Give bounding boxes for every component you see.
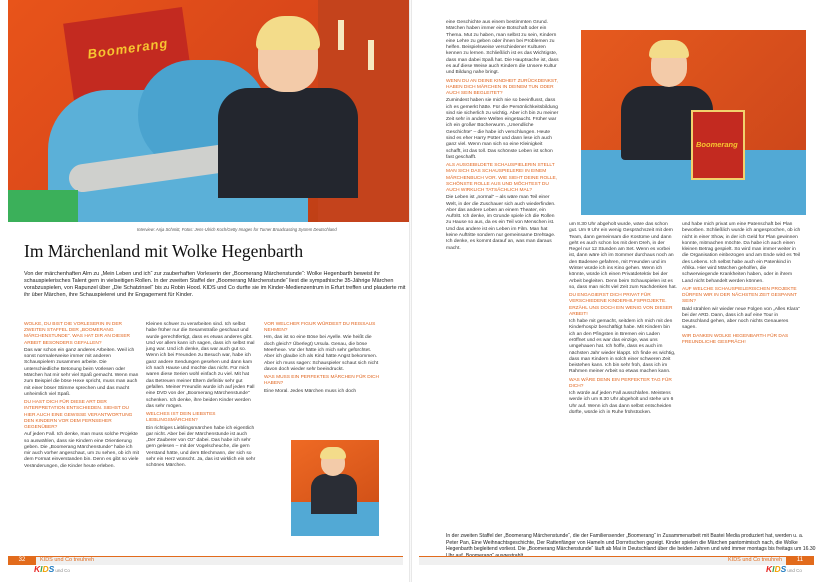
boomerang-book bbox=[691, 110, 745, 180]
question: AUF WELCHE SCHAUSPIELERISCHEN PROJEKTE DÜRFEN WIR IN DER NÄCHSTEN ZEIT GESPANNT SEIN? bbox=[682, 286, 797, 305]
answer: Bald strahlen wir wieder neue Folgen von „Alles Klara“ bei der ARD. Dann, dass ich auf eine Tour in Deutschland gehen, aber noch nichts Genaueres sagen. bbox=[682, 306, 800, 331]
answer: eine Geschichte aus einem bestimmten Grund. Märchen haben immer eine Botschaft oder ein Thema. Mut zu haben, man selbst zu sein, Kindern eine Lehre zu geben oder ihnen bei Problemen zu helfen. Beispielsweise verschiedener Kulturen kennen zu lernen. Schließlich ist es das Wichtigste, dass man dabei Spaß hat. Die Hauptsache ist, dass es auf diese Weise auch Kindern die Unsere Kultur und Bildung nahe bringt. bbox=[446, 20, 559, 76]
question: WAS WÄRE DENN EIN PERFEKTER TAG FÜR DICH? bbox=[569, 377, 672, 389]
right-page bbox=[411, 0, 822, 582]
right-photo bbox=[581, 30, 806, 215]
right-column-2 bbox=[569, 222, 677, 418]
answer: um 8.30 Uhr abgeholt wurde, wäre das schon gut. Um 9 Uhr ein wenig Gesprächszeit mit dem Team, dann gemeinsam die Kostüme und dann geht es auch schon los mit dem Dreh, in der Regel nur 12 Stunden am Set. Wenn es vorbei ist, dann wäre ich im Sommer durchaus noch an den Badesee gefahren, mit Freunden und im Winter würde ich ins Kino gehen. Wenn ich könnte, würde ich einen Privatdetektiv bei der Arbeit begleiten. Denn beim Schauspielen ist es so, dass man nicht viel Zeit zum Nachdenken hat. bbox=[569, 222, 677, 290]
answer: Ich habe mit gemacht, seitdem ich mich mit den Kinderhospiz beschäftigt habe. Mit Kindern bin ich an den Pfingsten in Bremen ein Laden eröffnet und es war das einzige, was uns umgehauen hat. Ich hoffe, dass es auch im nächsten Jahr wieder klappt. Ich finde es wichtig, dass man Kindern in solch einer schweren Zeit beistehen kann. Ich bin sehr froh, dass ich im Rahmen meiner Arbeit so etwas machen kann. bbox=[569, 319, 676, 375]
right-column-3 bbox=[682, 222, 802, 347]
article-title: Im Märchenland mit Wolke Hegenbarth bbox=[24, 241, 304, 261]
question: VOR WELCHER FIGUR WÜRDEST DU REISSAUS NEHMEN? bbox=[264, 322, 376, 334]
left-column-1 bbox=[24, 322, 139, 472]
answer: Zumindest haben sie mich nie so beeinflusst, dass ich es gemerkt hätte. Für die Persönlichkeitsbildung sind sie sicherlich zu wichtig. Aber ich bin zu meiner Zeit sehr in andere Welten eingetaucht. Früher war ich ein großer Bücherwurm. „Unendliche Geschichte“ – die habe ich verschlungen. Heute sind es eher Harry Potter und dann lese ich auch ganz viel. Wenn man sich so eine Kleinigkeit schafft, ist das toll. Das schönste Leben ist schon fast geschafft. bbox=[446, 98, 559, 160]
answer: Auf jeden Fall. Ich denke, man muss solche Projekte so auswählen, dass sie Kindern eine Orientierung geben. Die „Boomerang Märchenstunde“ habe ich mir auch vorher angeschaut, um zu sehen, ob ich mit dem Format einverstanden bin. Denn es gibt so viele Veränderungen, die Kinder heute erleben. bbox=[24, 432, 139, 469]
answer: Kleinen schwer zu verarbeiten sind. Ich selbst habe früher nur die Sesamstraße geschaut und wurde gerechtfertigt, dass es etwas anderes gibt. Und vor allem kann ich sagen, dass ich selbst mal jung war. Und ich denke, das war auch gut so. Wenn ich bei Freunden zu Besuch war, habe ich ganz andere Sendungen gesehen und dann kam ich nach Hause und mochte das nicht. Für mich waren diese Serien wohl einfach zu viel. Mit hat das Betreuen meiner Eltern definitiv sehr gut gefallen. Meiner Freundin wurde ich auf jeden Fall eine DVD von der „Boomerang Märchenstunde“ schenken. Ich denke, ihre beiden Kinder werden das sehr mögen. bbox=[146, 322, 255, 409]
person-hair bbox=[649, 40, 689, 58]
answer: Das war schon ein ganz anderes Arbeiten. Weil ich sonst normalerweise immer mit anderen Schauspielern zusammen arbeite. Die unterschiedliche Betonung beim Vorlesen oder Märchen hat mir sehr viel Spaß gemacht. Wenn man zum Beispiel die böse Hexe spricht, muss man auch mit einer böser Stimme sprechen und das macht unheimlich viel Spaß. bbox=[24, 347, 139, 397]
question: WENN DU AN DEINE KINDHEIT ZURÜCKDENKST, HABEN DICH MÄRCHEN IN DEINEM TUN ODER AUCH SEIN BEGLEITET? bbox=[446, 78, 558, 97]
answer: und habe mich privat um eine Patenschaft bei Plan beworben. Schließlich wurde ich angesprochen, ob ich nicht in einer Show, in der ich Geld für Plan gewinnen konnte, mitmachen möchte. Da habe ich auch einen kleinen Betrag gespielt. So wird man immer weiter in die Organisation einbezogen und am Ende wird es Teil des Lebens. Ich selbst habe auch ein Patenkind in Afrika. Hier wird Märchen geholfen, die schwerwiegende Krankheiten haben, oder in ihrem Land nicht behandelt werden können. bbox=[682, 222, 801, 284]
footer-label-right: KIDS und Co treuhreh bbox=[728, 557, 783, 563]
question: DU HAST DICH FÜR DIESE ART DER INTERPRETATION ENTSCHIEDEN. SIEHST DU HIER AUCH EINE GEWISSE VERANTWORTUNG DEN KINDERN VOR DEM FERNSEHER GEGENÜBER? bbox=[24, 400, 133, 430]
kids-logo-right: KIDSund Co bbox=[766, 564, 802, 574]
left-column-3 bbox=[264, 322, 379, 397]
question: WOLKE, DU BIST DIE VORLESERIN IN DER ZWEITEN STAFFEL DER „BOOMERANG MÄRCHENSTUNDE“. WAS HAT DIR AN DIESER ARBEIT BESONDERS GEFALLEN? bbox=[24, 322, 130, 346]
left-column-2 bbox=[146, 322, 256, 472]
inset-hair bbox=[320, 447, 346, 459]
closing-box: In der zweiten Staffel der „Boomerang Märchenstunde“, die der Familiensender „Boomerang“ in Zusammenarbeit mit Bastei Media produziert hat, werden u. a. Peter Pan, Eine Weihnachtsgeschichte, Der Rattenfänger von Hameln und Dornröschen gezeigt. Kinder spielen die Märchen pantomimisch nach, die Wolke Hegenbarth begleitend vorliest. Die „Boomerang Märchenstunde“ läuft ab Mai in Deutschland über die beiden Jahren und wird immer montags bis freitags um 16.30 bbox=[446, 533, 816, 553]
footer-label-left: KIDS und Co treuhreh bbox=[40, 557, 95, 563]
answer: Ich würde auf jeden Fall ausschlafen. Meistens werde ich um 8.30 Uhr abgeholt und stehe um 6 Uhr auf. Wenn ich das dann selbst entscheiden dürfte, würde ich in Ruhe frühstücken. bbox=[569, 391, 674, 416]
article-intro: Von der märchenhaften Alm zu „Mein Leben und ich“ zur zauberhaften Vorleserin der „Boomerang Märchenstunde“: Wolke Hegenbarth beweist ihr schauspielerisches Talent gern in vielseitigen Rollen. In der zweiten Staffel der „Boomerang Märchenstunde“ liest die sympathische 35-Jährige Märchen vorabzuspielen, von Rapunzel über „Die Schatzinsel“ bis zu Robin Hood. KIDS und Co durfte sie im Kinder-Medienzentrum in Erfurt treffen und plauderte mit ihr über Märchen, ihre Schauspielerei und ihr Engagement für Kinder. bbox=[24, 271, 406, 299]
candle-icon bbox=[368, 40, 374, 70]
question: WAS MUSS EIN PERFEKTES MÄRCHEN FÜR DICH HABEN? bbox=[264, 375, 379, 387]
answer: Die Leben ist „normal“ – als wäre man Teil einer Welt, in der die Zuschauer sich auch wiederfinden. Aber das andere Leben an einem Theater, ein Auftritt. Ich denke, im Grunde spiele ich die Rollen zu Hause so aus, da es ein Teil von Menschen ist. Und das andere ist ein Leben im Film. Man hat keine Auftritte sondern nur gemeinsame Drehtage. Ich denke, es kommt darauf an, was man daraus macht. bbox=[446, 195, 556, 251]
question: DU ENGAGIERST DICH PRIVAT FÜR VERSCHIEDENE KINDERHILFSPROJEKTE. ERZÄHL UNS DOCH EIN WENIG VON DIESER ARBEIT! bbox=[569, 293, 673, 317]
page-number-left: 32 bbox=[8, 556, 36, 565]
person-hair bbox=[256, 16, 320, 50]
flag-text: Boomerang bbox=[86, 35, 170, 62]
answer: Ein richtiges Lieblingsmärchen habe ich eigentlich gar nicht. Aber bei der Märchenstunde ist auch „Der Zauberer von Oz“ dabei. Das habe ich sehr gern gelesen – mit der Vogelscheuche, die gern Verstand hätte, und dem Blechmann, der sich so sehr ein Herz wünscht. Ja, das ist wirklich ein sehr schönes Märchen. bbox=[146, 425, 256, 469]
question: ALS AUSGEBILDETE SCHAUSPIELERIN STELLT MAN SICH DAS SCHAUSPIELEREI IN EINEM MÄRCHENBUCH VOR. WIE SIEHT DEINE ROLLE, SCHÖNSTE ROLLE AUS UND MÖCHTEST DU AUCH WIRKLICH TATSÄCHLICH MAL? bbox=[446, 163, 558, 194]
page-number-right: 11 bbox=[786, 556, 814, 565]
question: WELCHES IST DEIN LIEBSTES LIEBLINGSMÄRCHEN? bbox=[146, 412, 216, 424]
page-gutter bbox=[409, 0, 412, 582]
answer: Eine Moral. Jedes Märchen muss ich doch bbox=[264, 388, 357, 394]
main-photo bbox=[8, 0, 411, 222]
kids-logo-left: KIDSund Co bbox=[34, 564, 70, 574]
photo-caption: Interview: Anja Schmitt, Fotos: Jens-Ulrich Koch/Getty Images for Turner Broadcasting System Deutschland bbox=[137, 227, 337, 232]
candle-icon bbox=[338, 20, 344, 50]
closing-thanks: WIR DANKEN WOLKE HEGENBARTH FÜR DAS FREUNDLICHE GESPRÄCH! bbox=[682, 333, 789, 345]
book-text: Boomerang bbox=[696, 140, 738, 149]
inset-body bbox=[311, 474, 357, 514]
inset-photo bbox=[291, 440, 379, 536]
right-column-1 bbox=[446, 20, 559, 254]
answer: Hm, das ist so eine Böse bei Ayelle. Wie heißt die doch gleich? Überlegt) Ursula. Genau, die böse Meerhexe. Vor der hätte ich mich sehr gefürchtet. Aber ich glaube ich als Kind hätte Angst bekommen. Aber ich muss sagen: Schauspieler schaut sich nicht davon doch wieder sehr beeindruckt. bbox=[264, 335, 379, 372]
person-body bbox=[218, 88, 358, 198]
green-block bbox=[8, 190, 78, 222]
